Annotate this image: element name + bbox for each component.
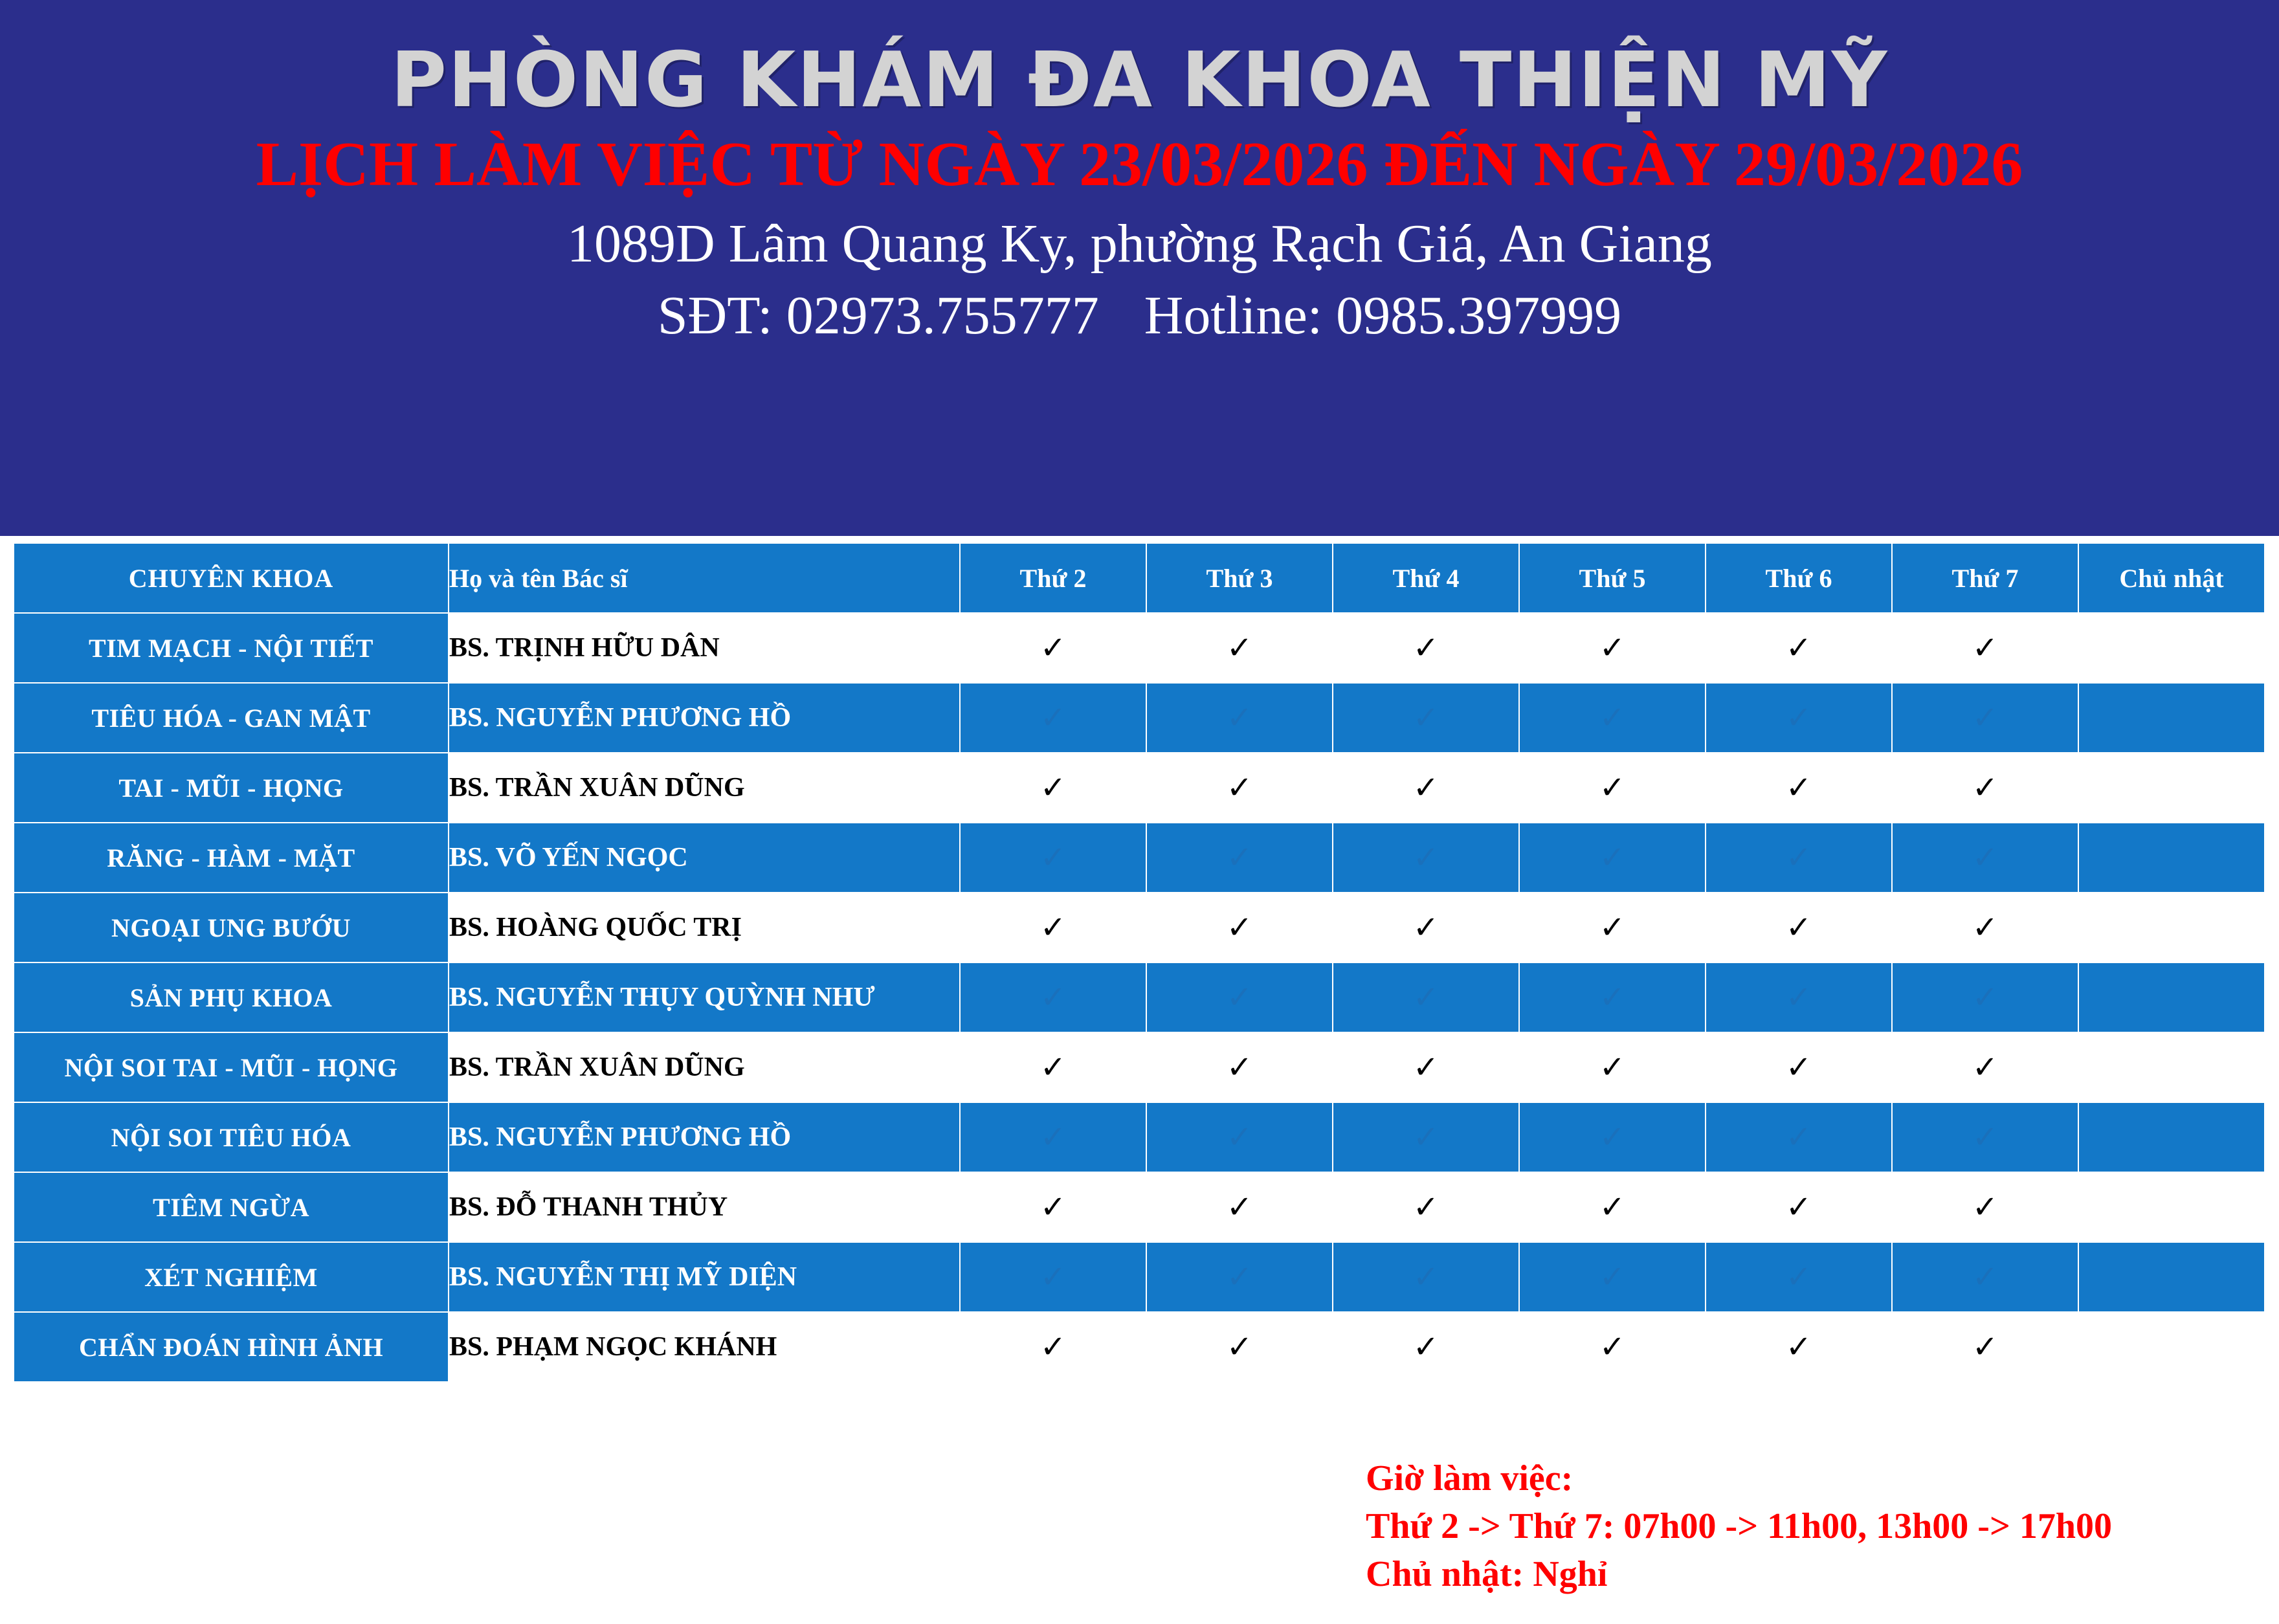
check-icon: ✓ [1226, 699, 1253, 736]
check-icon: ✓ [1412, 1188, 1440, 1225]
cell-specialty: RĂNG - HÀM - MẶT [14, 823, 449, 893]
check-icon: ✓ [1972, 979, 1999, 1016]
cell-specialty: TIÊU HÓA - GAN MẬT [14, 683, 449, 753]
cell-day-mon [960, 1102, 1146, 1172]
cell-day-thu [1519, 1172, 1706, 1242]
column-header-specialty: CHUYÊN KHOA [14, 543, 449, 613]
cell-day-sun [2078, 683, 2265, 753]
cell-day-sun [2078, 962, 2265, 1032]
cell-day-sat [1892, 613, 2078, 683]
cell-day-thu [1519, 613, 1706, 683]
check-icon: ✓ [1599, 699, 1626, 736]
table-row [14, 1102, 2265, 1172]
cell-specialty: TIM MẠCH - NỘI TIẾT [14, 613, 449, 683]
column-header-saturday: Thứ 7 [1892, 543, 2078, 613]
check-icon: ✓ [1226, 769, 1253, 806]
cell-day-sat [1892, 893, 2078, 962]
cell-day-fri [1706, 1312, 1892, 1382]
cell-day-sun [2078, 1312, 2265, 1382]
table-body [14, 613, 2265, 1382]
cell-day-sun [2078, 823, 2265, 893]
cell-day-mon [960, 1312, 1146, 1382]
check-icon: ✓ [1412, 699, 1440, 736]
check-icon: ✓ [1412, 1118, 1440, 1155]
table-row [14, 753, 2265, 823]
cell-day-sun [2078, 613, 2265, 683]
check-icon: ✓ [1785, 1328, 1812, 1365]
cell-day-mon [960, 823, 1146, 893]
cell-doctor: BS. NGUYỄN PHƯƠNG HỒ [449, 1102, 960, 1172]
check-icon: ✓ [1599, 629, 1626, 666]
cell-day-sat [1892, 823, 2078, 893]
cell-day-wed [1333, 1312, 1519, 1382]
cell-doctor: BS. TRỊNH HỮU DÂN [449, 613, 960, 683]
working-hours-title: Giờ làm việc: [1366, 1458, 1573, 1498]
cell-doctor: BS. ĐỖ THANH THỦY [449, 1172, 960, 1242]
cell-day-tue [1146, 683, 1333, 753]
table-row [14, 823, 2265, 893]
working-hours-note [1366, 1455, 2112, 1599]
cell-day-sun [2078, 1102, 2265, 1172]
check-icon: ✓ [1599, 1188, 1626, 1225]
cell-day-sun [2078, 1242, 2265, 1312]
cell-day-wed [1333, 753, 1519, 823]
cell-day-tue [1146, 823, 1333, 893]
cell-doctor: BS. TRẦN XUÂN DŨNG [449, 753, 960, 823]
table-header [14, 543, 2265, 613]
cell-day-wed [1333, 1242, 1519, 1312]
table-row [14, 1312, 2265, 1382]
check-icon: ✓ [1226, 839, 1253, 876]
cell-day-sat [1892, 1032, 2078, 1102]
check-icon: ✓ [1599, 909, 1626, 946]
cell-day-tue [1146, 1172, 1333, 1242]
hotline-number: Hotline: 0985.397999 [1144, 285, 1622, 346]
check-icon: ✓ [1972, 1258, 1999, 1295]
cell-doctor: BS. VÕ YẾN NGỌC [449, 823, 960, 893]
column-header-thursday: Thứ 5 [1519, 543, 1706, 613]
cell-day-thu [1519, 962, 1706, 1032]
check-icon: ✓ [1412, 839, 1440, 876]
cell-day-thu [1519, 823, 1706, 893]
cell-specialty: TAI - MŨI - HỌNG [14, 753, 449, 823]
cell-day-wed [1333, 1172, 1519, 1242]
poster-header [0, 0, 2279, 536]
check-icon: ✓ [1785, 769, 1812, 806]
cell-doctor: BS. NGUYỄN PHƯƠNG HỒ [449, 683, 960, 753]
cell-day-thu [1519, 893, 1706, 962]
check-icon: ✓ [1599, 1258, 1626, 1295]
cell-day-fri [1706, 753, 1892, 823]
cell-specialty: CHẨN ĐOÁN HÌNH ẢNH [14, 1312, 449, 1382]
cell-day-mon [960, 893, 1146, 962]
column-header-friday: Thứ 6 [1706, 543, 1892, 613]
check-icon: ✓ [1039, 1258, 1067, 1295]
cell-specialty: TIÊM NGỪA [14, 1172, 449, 1242]
check-icon: ✓ [1972, 769, 1999, 806]
check-icon: ✓ [1972, 1118, 1999, 1155]
cell-day-sat [1892, 962, 2078, 1032]
column-header-sunday: Chủ nhật [2078, 543, 2265, 613]
contact-line [0, 284, 2279, 349]
clinic-address: 1089D Lâm Quang Ky, phường Rạch Giá, An Giang [567, 214, 1712, 274]
cell-day-sun [2078, 893, 2265, 962]
working-hours-sunday: Chủ nhật: Nghỉ [1366, 1553, 1608, 1594]
check-icon: ✓ [1412, 1049, 1440, 1085]
schedule-table [13, 542, 2265, 1383]
cell-day-thu [1519, 1242, 1706, 1312]
check-icon: ✓ [1412, 909, 1440, 946]
check-icon: ✓ [1412, 1328, 1440, 1365]
column-header-doctor: Họ và tên Bác sĩ [449, 543, 960, 613]
cell-day-fri [1706, 683, 1892, 753]
cell-specialty: XÉT NGHIỆM [14, 1242, 449, 1312]
table-row [14, 683, 2265, 753]
cell-doctor: BS. NGUYỄN THỊ MỸ DIỆN [449, 1242, 960, 1312]
check-icon: ✓ [1412, 979, 1440, 1016]
check-icon: ✓ [1412, 1258, 1440, 1295]
check-icon: ✓ [1039, 629, 1067, 666]
cell-day-tue [1146, 753, 1333, 823]
schedule-table-container [13, 542, 2264, 1383]
check-icon: ✓ [1785, 1049, 1812, 1085]
cell-day-sat [1892, 683, 2078, 753]
cell-day-tue [1146, 962, 1333, 1032]
check-icon: ✓ [1785, 1258, 1812, 1295]
cell-day-sun [2078, 753, 2265, 823]
check-icon: ✓ [1039, 769, 1067, 806]
check-icon: ✓ [1785, 909, 1812, 946]
cell-day-fri [1706, 893, 1892, 962]
cell-day-tue [1146, 1032, 1333, 1102]
check-icon: ✓ [1785, 1118, 1812, 1155]
check-icon: ✓ [1039, 1188, 1067, 1225]
check-icon: ✓ [1039, 839, 1067, 876]
check-icon: ✓ [1412, 629, 1440, 666]
check-icon: ✓ [1599, 1118, 1626, 1155]
schedule-period-title: LỊCH LÀM VIỆC TỪ NGÀY 23/03/2026 ĐẾN NGÀY 29/03/2026 [256, 129, 2023, 200]
cell-day-mon [960, 1172, 1146, 1242]
check-icon: ✓ [1785, 699, 1812, 736]
table-row [14, 1172, 2265, 1242]
check-icon: ✓ [1972, 1188, 1999, 1225]
check-icon: ✓ [1972, 909, 1999, 946]
cell-day-sat [1892, 1102, 2078, 1172]
check-icon: ✓ [1226, 1188, 1253, 1225]
table-row [14, 1032, 2265, 1102]
check-icon: ✓ [1039, 909, 1067, 946]
check-icon: ✓ [1972, 1049, 1999, 1085]
check-icon: ✓ [1226, 1328, 1253, 1365]
check-icon: ✓ [1972, 629, 1999, 666]
check-icon: ✓ [1599, 979, 1626, 1016]
cell-day-wed [1333, 1102, 1519, 1172]
column-header-monday: Thứ 2 [960, 543, 1146, 613]
check-icon: ✓ [1412, 769, 1440, 806]
table-row [14, 613, 2265, 683]
cell-specialty: NỘI SOI TIÊU HÓA [14, 1102, 449, 1172]
cell-day-wed [1333, 823, 1519, 893]
cell-day-fri [1706, 823, 1892, 893]
cell-day-wed [1333, 613, 1519, 683]
cell-day-wed [1333, 683, 1519, 753]
phone-number: SĐT: 02973.755777 [657, 285, 1099, 346]
cell-day-fri [1706, 1172, 1892, 1242]
cell-doctor: BS. TRẦN XUÂN DŨNG [449, 1032, 960, 1102]
check-icon: ✓ [1599, 1328, 1626, 1365]
cell-doctor: BS. NGUYỄN THỤY QUỲNH NHƯ [449, 962, 960, 1032]
check-icon: ✓ [1599, 769, 1626, 806]
cell-day-mon [960, 613, 1146, 683]
cell-day-fri [1706, 1102, 1892, 1172]
check-icon: ✓ [1785, 839, 1812, 876]
working-hours-weekday: Thứ 2 -> Thứ 7: 07h00 -> 11h00, 13h00 -> 17h00 [1366, 1506, 2113, 1546]
cell-doctor: BS. HOÀNG QUỐC TRỊ [449, 893, 960, 962]
cell-day-mon [960, 1242, 1146, 1312]
column-header-tuesday: Thứ 3 [1146, 543, 1333, 613]
table-row [14, 1242, 2265, 1312]
cell-day-tue [1146, 613, 1333, 683]
check-icon: ✓ [1226, 1118, 1253, 1155]
cell-day-tue [1146, 1242, 1333, 1312]
check-icon: ✓ [1226, 1258, 1253, 1295]
cell-day-wed [1333, 893, 1519, 962]
cell-day-sat [1892, 753, 2078, 823]
cell-day-sat [1892, 1172, 2078, 1242]
check-icon: ✓ [1972, 699, 1999, 736]
check-icon: ✓ [1039, 979, 1067, 1016]
check-icon: ✓ [1039, 1049, 1067, 1085]
check-icon: ✓ [1226, 1049, 1253, 1085]
table-row [14, 893, 2265, 962]
table-row [14, 962, 2265, 1032]
cell-day-fri [1706, 1242, 1892, 1312]
check-icon: ✓ [1785, 1188, 1812, 1225]
check-icon: ✓ [1599, 839, 1626, 876]
cell-day-thu [1519, 1312, 1706, 1382]
cell-day-fri [1706, 613, 1892, 683]
cell-day-tue [1146, 1312, 1333, 1382]
cell-specialty: NỘI SOI TAI - MŨI - HỌNG [14, 1032, 449, 1102]
cell-day-sat [1892, 1242, 2078, 1312]
check-icon: ✓ [1785, 979, 1812, 1016]
check-icon: ✓ [1039, 1118, 1067, 1155]
check-icon: ✓ [1972, 839, 1999, 876]
check-icon: ✓ [1972, 1328, 1999, 1365]
cell-day-mon [960, 1032, 1146, 1102]
column-header-wednesday: Thứ 4 [1333, 543, 1519, 613]
cell-day-mon [960, 962, 1146, 1032]
table-header-row [14, 543, 2265, 613]
cell-day-thu [1519, 753, 1706, 823]
check-icon: ✓ [1039, 1328, 1067, 1365]
check-icon: ✓ [1226, 909, 1253, 946]
cell-day-mon [960, 683, 1146, 753]
cell-day-sat [1892, 1312, 2078, 1382]
cell-specialty: NGOẠI UNG BƯỚU [14, 893, 449, 962]
cell-day-fri [1706, 1032, 1892, 1102]
check-icon: ✓ [1599, 1049, 1626, 1085]
cell-day-tue [1146, 1102, 1333, 1172]
check-icon: ✓ [1039, 699, 1067, 736]
check-icon: ✓ [1226, 979, 1253, 1016]
check-icon: ✓ [1226, 629, 1253, 666]
cell-day-wed [1333, 1032, 1519, 1102]
cell-day-mon [960, 753, 1146, 823]
check-icon: ✓ [1785, 629, 1812, 666]
cell-day-sun [2078, 1032, 2265, 1102]
cell-day-thu [1519, 683, 1706, 753]
cell-day-sun [2078, 1172, 2265, 1242]
clinic-name: PHÒNG KHÁM ĐA KHOA THIỆN MỸ [390, 35, 1889, 124]
cell-doctor: BS. PHẠM NGỌC KHÁNH [449, 1312, 960, 1382]
cell-day-thu [1519, 1102, 1706, 1172]
cell-specialty: SẢN PHỤ KHOA [14, 962, 449, 1032]
cell-day-thu [1519, 1032, 1706, 1102]
cell-day-wed [1333, 962, 1519, 1032]
cell-day-tue [1146, 893, 1333, 962]
cell-day-fri [1706, 962, 1892, 1032]
